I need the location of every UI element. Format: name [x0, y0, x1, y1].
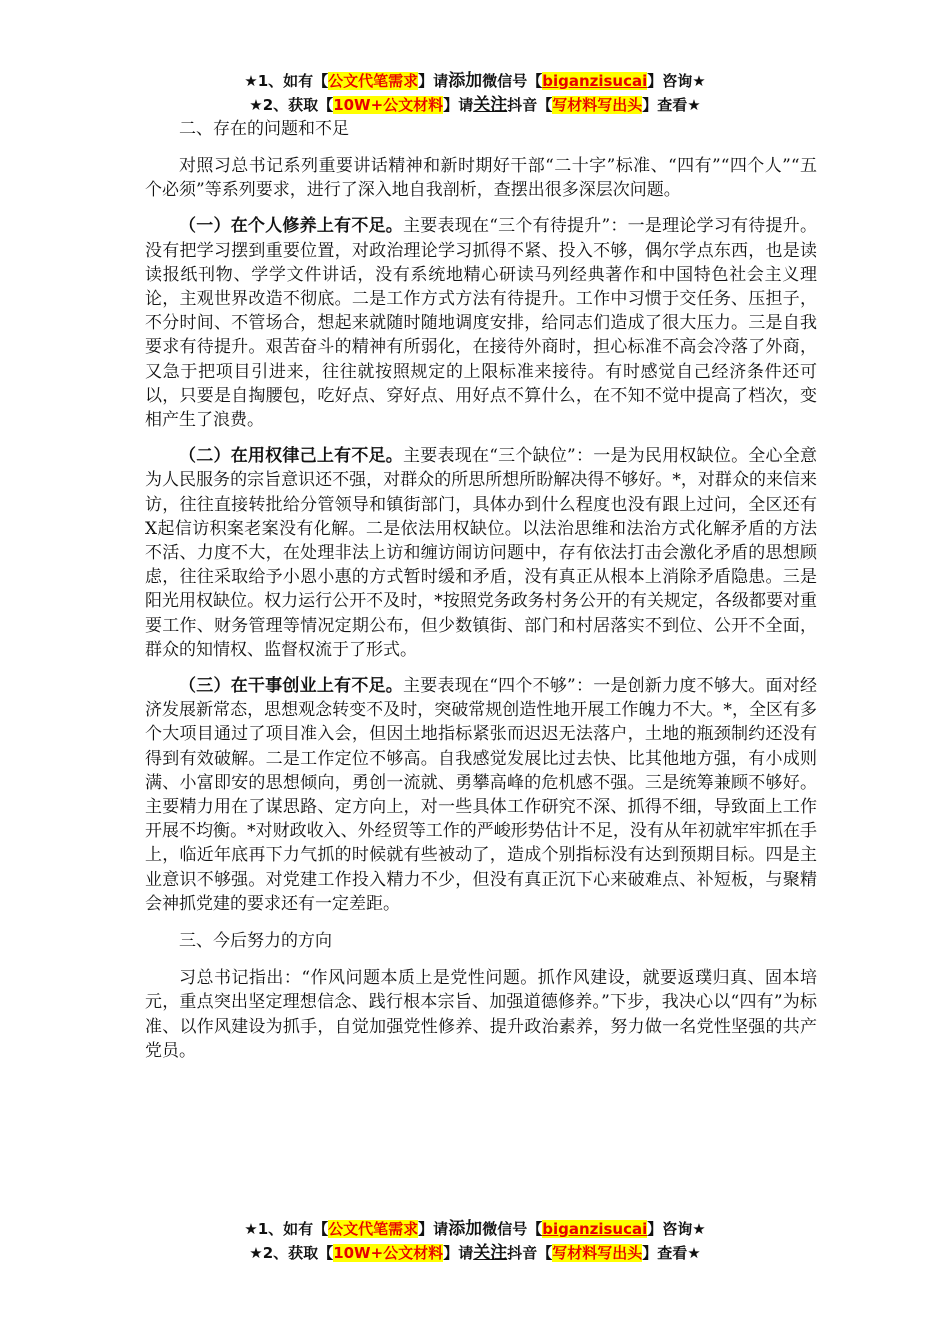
promo-prefix: ★1、如有【 [244, 72, 329, 90]
bottom-promo-line-2 [0, 1242, 950, 1264]
promo-text: 抖音【 [507, 1244, 553, 1262]
promo-prefix: ★2、获取【 [249, 96, 334, 114]
subsection-title: （三）在干事创业上有不足。 [179, 676, 404, 697]
intro-paragraph: 对照习总书记系列重要讲话精神和新时期好干部“二十字”标准、“四有”“四个人”“五个必须”等系列要求，进行了深入地自我剖析，查摆出很多深层次问题。 [145, 156, 817, 201]
promo-text: 微信号【 [482, 72, 543, 90]
promo-text: 】请 [443, 96, 474, 114]
promo-text: 微信号【 [482, 1220, 543, 1238]
promo-highlight-materials: 10W+公文材料 [333, 96, 444, 114]
document-body [145, 116, 817, 1075]
promo-highlight-materials: 10W+公文材料 [333, 1244, 444, 1262]
paragraph-text: 主要表现在“四个不够”：一是创新力度不够大。面对经济发展新常态，思想观念转变不及时，突破常规创造性地开展工作魄力不大。*，全区有多个大项目通过了项目准入会，但因土地指标紧张而迟迟无法落户，土地的瓶颈制约还没有得到有效破解。二是工作定位不够高。自我感觉发展比过去快、比其他地方强，有小成则满、小富即安的思想倾向，勇创一流就、勇攀高峰的危机感不强。三是统筹兼顾不够好。主要精力用在了谋思路、定方向上，对一些具体工作研究不深、抓得不细，导致面上工作开展不均衡。*对财政收入、外经贸等工作的严峻形势估计不足，没有从年初就牢牢抓在手上，临近年底再下力气抓的时候就有些被动了，造成个别指标没有达到预期目标。四是主业意识不够强。对党建工作投入精力不少，但没有真正沉下心来破难点、补短板，与聚精会神抓党建的要求还有一定差距。 [145, 676, 817, 914]
promo-highlight-service: 公文代笔需求 [328, 72, 419, 90]
bottom-promo-line-1 [0, 1218, 950, 1240]
promo-prefix: ★2、获取【 [249, 1244, 334, 1262]
promo-highlight-wechat: biganzisucai [542, 1220, 648, 1238]
closing-paragraph: 习总书记指出：“作风问题本质上是党性问题。抓作风建设，就要返璞归真、固本培元，重点突出坚定理想信念、践行根本宗旨、加强道德修养。”下步，我决心以“四有”为标准、以作风建设为抓手，自觉加强党性修养、提升政治素养，努力做一名党性坚强的共产党员。 [145, 968, 817, 1061]
promo-emphasis: 关注 [473, 1243, 508, 1263]
paragraph-text: 主要表现在“三个缺位”：一是为民用权缺位。全心全意为人民服务的宗旨意识还不强，对群众的所思所想所盼解决得不够好。*，对群众的来信来访，往往直接转批给分管领导和镇街部门，具体办到什么程度也没有跟上过问，全区还有X起信访积案老案没有化解。二是依法用权缺位。以法治思维和法治方式化解矛盾的方法不活、力度不大，在处理非法上访和缠访闹访问题中，存有依法打击会激化矛盾的思想顾虑，往往采取给予小恩小惠的方式暂时缓和矛盾，没有真正从根本上消除矛盾隐患。三是阳光用权缺位。权力运行公开不及时，*按照党务政务村务公开的有关规定，各级都要对重要工作、财务管理等情况定期公布，但少数镇街、部门和村居落实不到位、公开不全面，群众的知情权、监督权流于了形式。 [145, 446, 817, 660]
promo-highlight-wechat: biganzisucai [542, 72, 648, 90]
promo-text: 】请 [443, 1244, 474, 1262]
promo-suffix: 】查看★ [642, 1244, 701, 1262]
promo-suffix: 】咨询★ [647, 72, 706, 90]
promo-emphasis: 添加 [448, 1219, 483, 1239]
subsection-title: （一）在个人修养上有不足。 [179, 216, 404, 237]
promo-text: 】请 [418, 1220, 449, 1238]
section-heading-problems: 二、存在的问题和不足 [179, 119, 349, 139]
paragraph-power-discipline [145, 444, 817, 662]
promo-emphasis: 添加 [448, 71, 483, 91]
promo-prefix: ★1、如有【 [244, 1220, 329, 1238]
section-heading-direction: 三、今后努力的方向 [179, 931, 332, 952]
promo-suffix: 】查看★ [642, 96, 701, 114]
promo-emphasis: 关注 [473, 95, 508, 115]
subsection-title: （二）在用权律己上有不足。 [179, 446, 404, 467]
paragraph-personal-cultivation [145, 214, 817, 432]
promo-text: 抖音【 [507, 96, 553, 114]
promo-highlight-douyin: 写材料写出头 [552, 1244, 643, 1262]
promo-highlight-douyin: 写材料写出头 [552, 96, 643, 114]
paragraph-text: 主要表现在“三个有待提升”：一是理论学习有待提升。没有把学习摆到重要位置，对政治理论学习抓得不紧、投入不够，偶尔学点东西，也是读读报纸刊物、学学文件讲话，没有系统地精心研读马列经典著作和中国特色社会主义理论，主观世界改造不彻底。二是工作方式方法有待提升。工作中习惯于交任务、压担子，不分时间、不管场合，想起来就随时随地调度安排，给同志们造成了很大压力。三是自我要求有待提升。艰苦奋斗的精神有所弱化，在接待外商时，担心标准不高会冷落了外商，又急于把项目引进来，往往就按照规定的上限标准来接待。有时感觉自己经济条件还可以，只要是自掏腰包，吃好点、穿好点、用好点不算什么，在不知不觉中提高了档次，变相产生了浪费。 [145, 216, 817, 431]
top-promo-line-1 [0, 70, 950, 92]
promo-text: 】请 [418, 72, 449, 90]
promo-suffix: 】咨询★ [647, 1220, 706, 1238]
top-promo-line-2 [0, 94, 950, 116]
promo-highlight-service: 公文代笔需求 [328, 1220, 419, 1238]
paragraph-entrepreneurship [145, 674, 817, 916]
